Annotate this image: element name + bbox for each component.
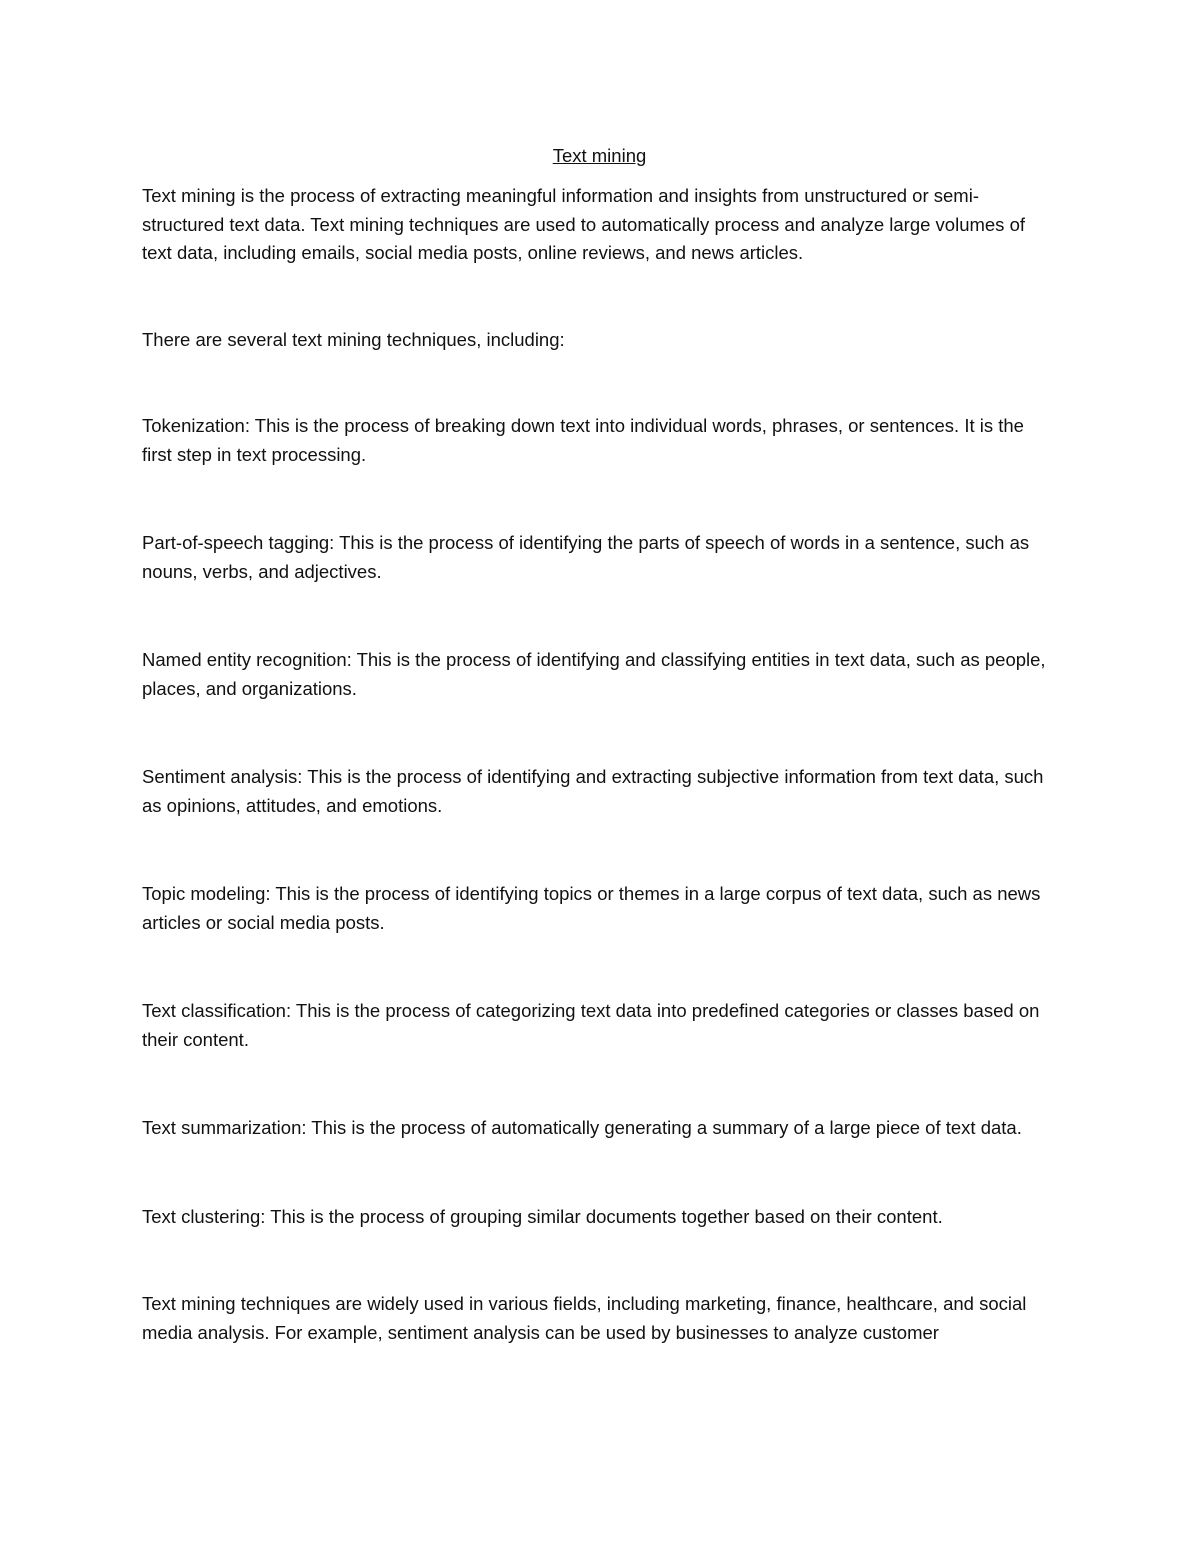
- technique-text-classification: Text classification: This is the process of categorizing text data into predefined categories or classes based on their content.: [142, 1000, 1040, 1050]
- closing-paragraph: Text mining techniques are widely used in various fields, including marketing, finance, healthcare, and social media analysis. For example, sentiment analysis can be used by businesses to analyze customer: [142, 1293, 1027, 1343]
- technique-topic-modeling: Topic modeling: This is the process of identifying topics or themes in a large corpus of text data, such as news articles or social media posts.: [142, 883, 1041, 933]
- technique-sentiment-analysis: Sentiment analysis: This is the process of identifying and extracting subjective information from text data, such as opinions, attitudes, and emotions.: [142, 766, 1044, 816]
- technique-tokenization: Tokenization: This is the process of breaking down text into individual words, phrases, or sentences. It is the first step in text processing.: [142, 415, 1024, 465]
- document-title: Text mining: [552, 145, 647, 166]
- document-body: [142, 142, 1057, 1347]
- techniques-lead-paragraph: There are several text mining techniques, including:: [142, 328, 565, 350]
- intro-paragraph: Text mining is the process of extracting meaningful information and insights from unstructured or semi-structured text data. Text mining techniques are used to automatically process and analyze large volumes of text data, including emails, social media posts, online reviews, and news articles.: [142, 185, 1026, 263]
- technique-text-summarization: Text summarization: This is the process of automatically generating a summary of a large piece of text data.: [142, 1117, 1022, 1138]
- technique-text-clustering: Text clustering: This is the process of grouping similar documents together based on their content.: [142, 1205, 943, 1227]
- technique-pos-tagging: Part-of-speech tagging: This is the process of identifying the parts of speech of words in a sentence, such as nouns, verbs, and adjectives.: [142, 532, 1030, 582]
- technique-named-entity-recognition: Named entity recognition: This is the process of identifying and classifying entities in text data, such as people, places, and organizations.: [142, 649, 1046, 699]
